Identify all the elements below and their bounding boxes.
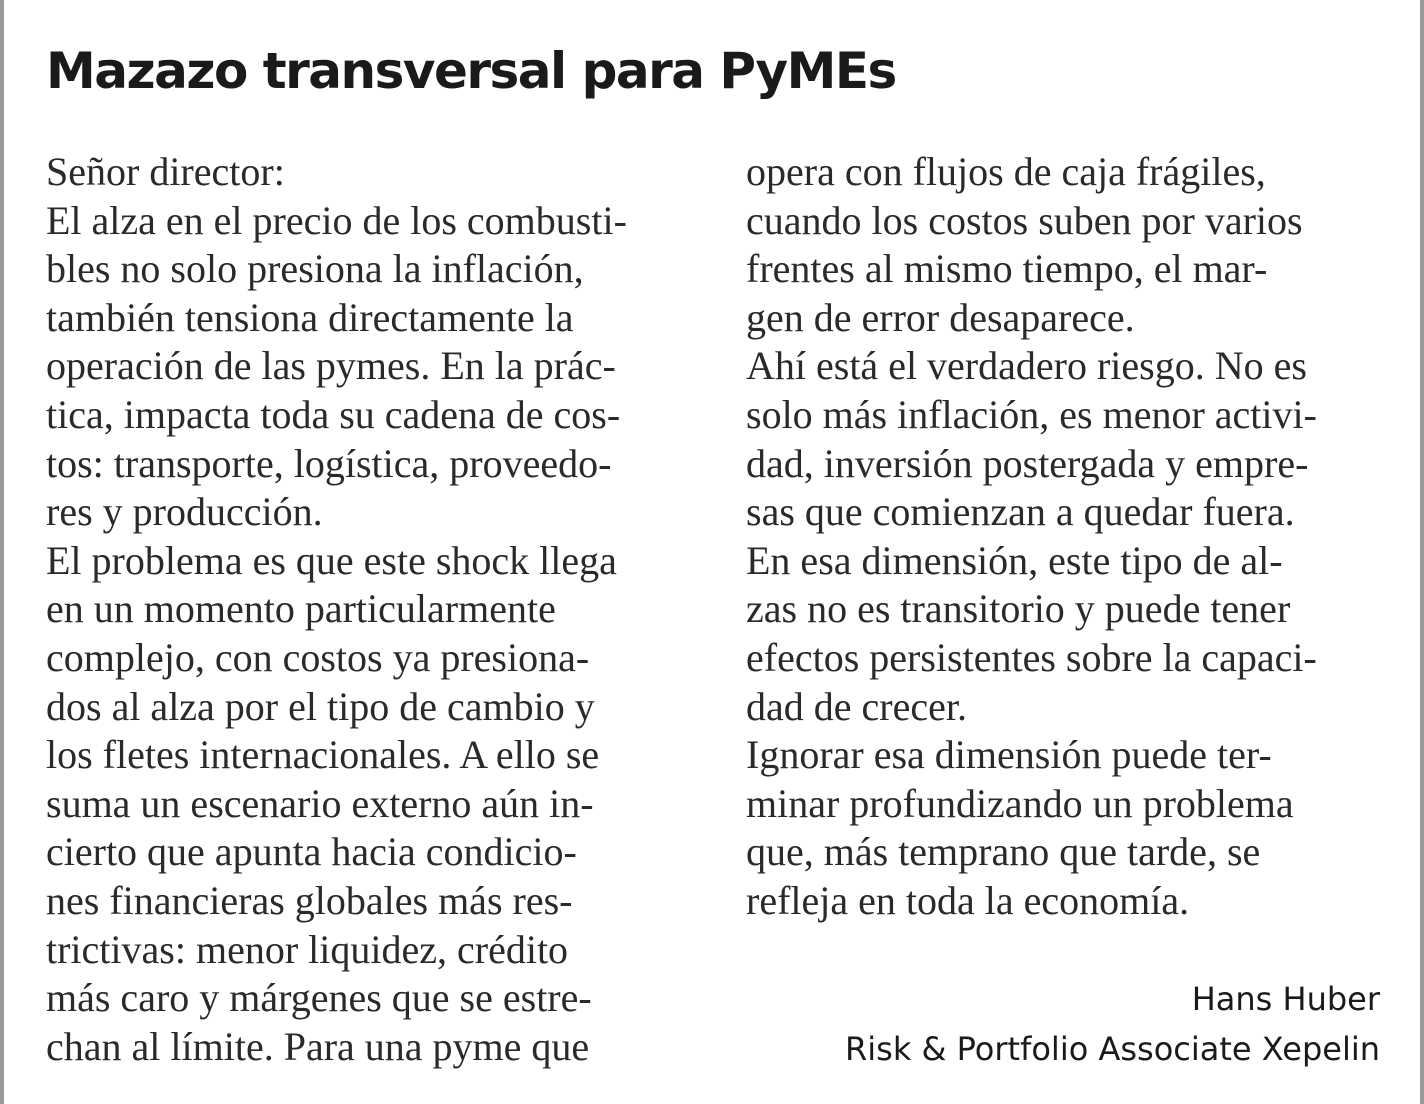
text-line: res y producción. — [46, 489, 323, 535]
text-line: que, más temprano que tarde, se — [746, 829, 1261, 875]
text-line: bles no solo presiona la inflación, — [46, 246, 584, 292]
text-line: operación de las pymes. En la prác- — [46, 343, 616, 389]
text-line: tos: transporte, logística, proveedo- — [46, 440, 612, 486]
text-line: minar profundizando un problema — [746, 780, 1294, 826]
text-line: Señor director: — [46, 149, 285, 194]
text-line: dad de crecer. — [746, 683, 967, 729]
text-line: trictivas: menor liquidez, crédito — [46, 926, 569, 972]
author-title: Risk & Portfolio Associate Xepelin — [845, 1030, 1380, 1068]
signature-block — [845, 974, 1380, 1074]
letter-column-right — [746, 148, 1396, 926]
text-line: El problema es que este shock llega — [46, 537, 617, 583]
text-line: suma un escenario externo aún in- — [46, 780, 594, 826]
text-line: nes financieras globales más res- — [46, 877, 573, 923]
author-name: Hans Huber — [1191, 980, 1380, 1018]
text-line: tica, impacta toda su cadena de cos- — [46, 391, 621, 437]
text-line: gen de error desaparece. — [746, 294, 1135, 340]
text-line: solo más inflación, es menor activi- — [746, 391, 1317, 437]
text-line: chan al límite. Para una pyme que — [46, 1023, 590, 1069]
text-line: Ignorar esa dimensión puede ter- — [746, 732, 1272, 778]
text-line: sas que comienzan a quedar fuera. — [746, 489, 1295, 535]
text-line: zas no es transitorio y puede tener — [746, 586, 1291, 632]
text-line: El alza en el precio de los combusti- — [46, 197, 627, 243]
text-line: opera con flujos de caja frágiles, — [746, 149, 1266, 194]
text-line: más caro y márgenes que se estre- — [46, 975, 592, 1021]
text-line: efectos persistentes sobre la capaci- — [746, 634, 1317, 680]
text-line: dos al alza por el tipo de cambio y — [46, 683, 595, 729]
text-line: los fletes internacionales. A ello se — [46, 732, 600, 778]
text-line: frentes al mismo tiempo, el mar- — [746, 246, 1268, 292]
letter-headline: Mazazo transversal para PyMEs — [46, 42, 896, 100]
text-line: complejo, con costos ya presiona- — [46, 634, 590, 680]
letter-column-left — [46, 148, 696, 1071]
text-line: refleja en toda la economía. — [746, 877, 1190, 923]
text-line: dad, inversión postergada y empre- — [746, 440, 1309, 486]
text-line: Ahí está el verdadero riesgo. No es — [746, 343, 1307, 389]
text-line: cierto que apunta hacia condicio- — [46, 829, 577, 875]
text-line: cuando los costos suben por varios — [746, 197, 1303, 243]
text-line: también tensiona directamente la — [46, 294, 574, 340]
text-line: en un momento particularmente — [46, 586, 556, 632]
text-line: En esa dimensión, este tipo de al- — [746, 537, 1283, 583]
